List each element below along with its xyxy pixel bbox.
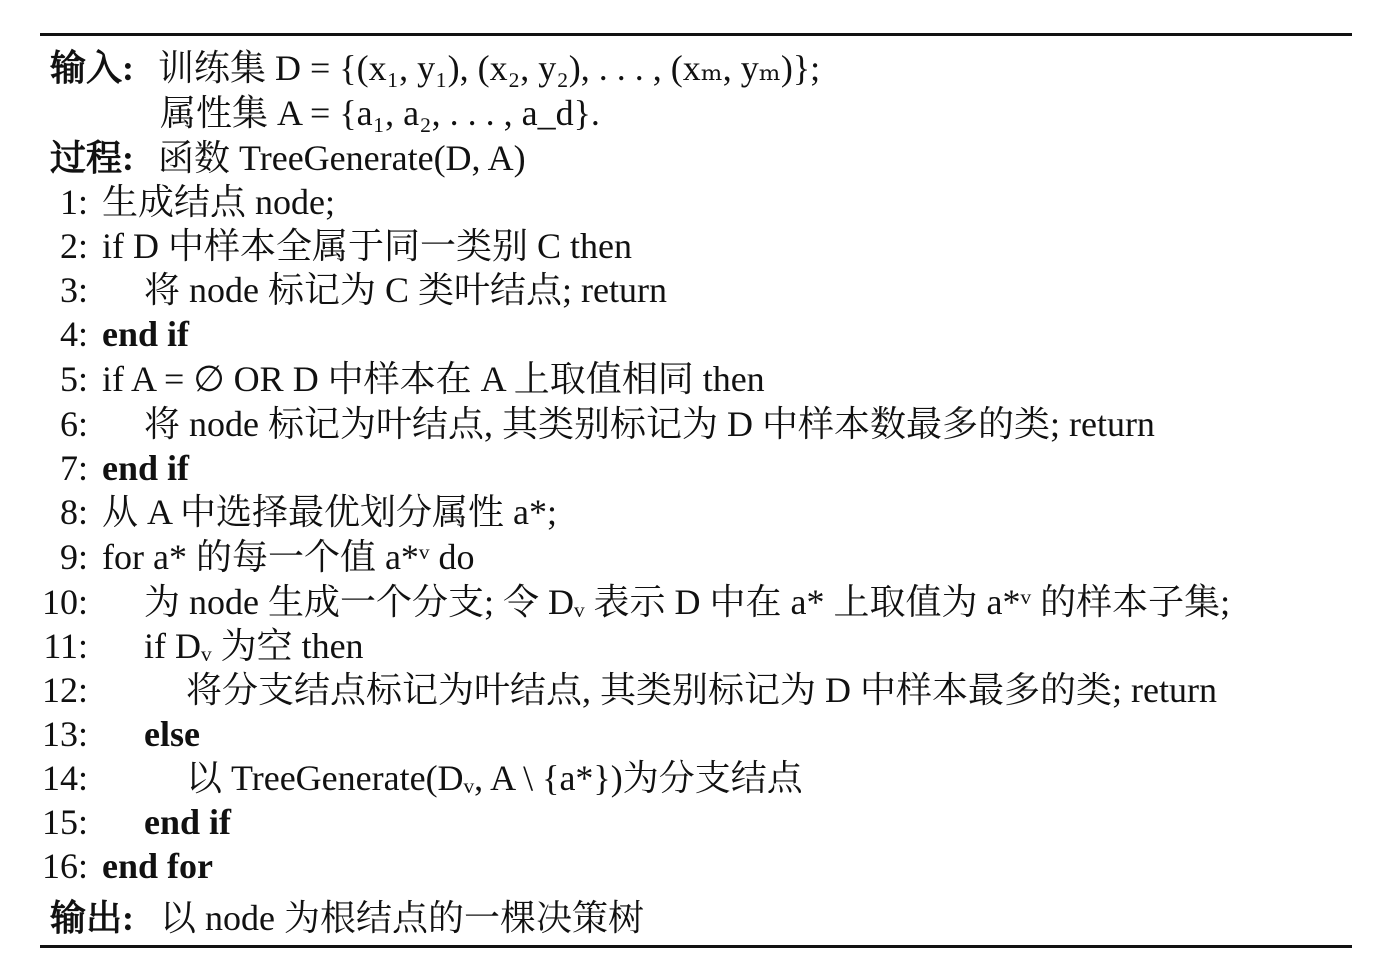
line-number: 14: [41, 758, 88, 798]
line-text: 以 TreeGenerate(Dᵥ, A \ {a*})为分支结点 [186, 758, 803, 798]
top-rule [40, 33, 1352, 36]
line-text: end if [102, 314, 190, 354]
line-number: 1: [59, 182, 88, 222]
line-number: 15: [41, 802, 88, 842]
line-text: 将 node 标记为叶结点, 其类别标记为 D 中样本数最多的类; return [144, 404, 1155, 444]
process-text: 函数 TreeGenerate(D, A) [158, 138, 526, 178]
input-line-2: 属性集 A = {a₁, a₂, . . . , a_d}. [160, 93, 600, 133]
line-text: 从 A 中选择最优划分属性 a*; [102, 492, 557, 532]
line-text: if D 中样本全属于同一类别 C then [102, 226, 632, 266]
line-text: 为 node 生成一个分支; 令 Dᵥ 表示 D 中在 a* 上取值为 a*ᵛ 的样本子集; [144, 582, 1231, 622]
line-text: 生成结点 node; [102, 182, 335, 222]
line-number: 4: [59, 314, 88, 354]
line-number: 3: [59, 270, 88, 310]
line-number: 11: [43, 626, 88, 666]
line-number: 2: [59, 226, 88, 266]
line-number: 6: [59, 404, 88, 444]
line-number: 12: [41, 670, 88, 710]
line-text: for a* 的每一个值 a*ᵛ do [102, 537, 475, 577]
line-number: 13: [41, 714, 88, 754]
input-label: 输入: [50, 48, 134, 88]
line-text: end for [102, 846, 213, 886]
bottom-rule [40, 945, 1352, 948]
line-number: 7: [59, 448, 88, 488]
line-number: 5: [59, 359, 88, 399]
output-label: 输出: [50, 898, 134, 938]
line-number: 9: [59, 537, 88, 577]
line-text: if Dᵥ 为空 then [144, 626, 364, 666]
line-text: end if [144, 802, 232, 842]
output-text: 以 node 为根结点的一棵决策树 [160, 898, 644, 938]
line-text: 将 node 标记为 C 类叶结点; return [144, 270, 667, 310]
line-text: end if [102, 448, 190, 488]
line-text: 将分支结点标记为叶结点, 其类别标记为 D 中样本最多的类; return [186, 670, 1217, 710]
line-text: else [144, 714, 200, 754]
line-number: 8: [59, 492, 88, 532]
line-text: if A = ∅ OR D 中样本在 A 上取值相同 then [102, 359, 765, 399]
process-label: 过程: [50, 138, 134, 178]
input-line-1: 训练集 D = {(x₁, y₁), (x₂, y₂), . . . , (xₘ, yₘ)}; [158, 48, 821, 88]
line-number: 16: [41, 846, 88, 886]
line-number: 10: [41, 582, 88, 622]
